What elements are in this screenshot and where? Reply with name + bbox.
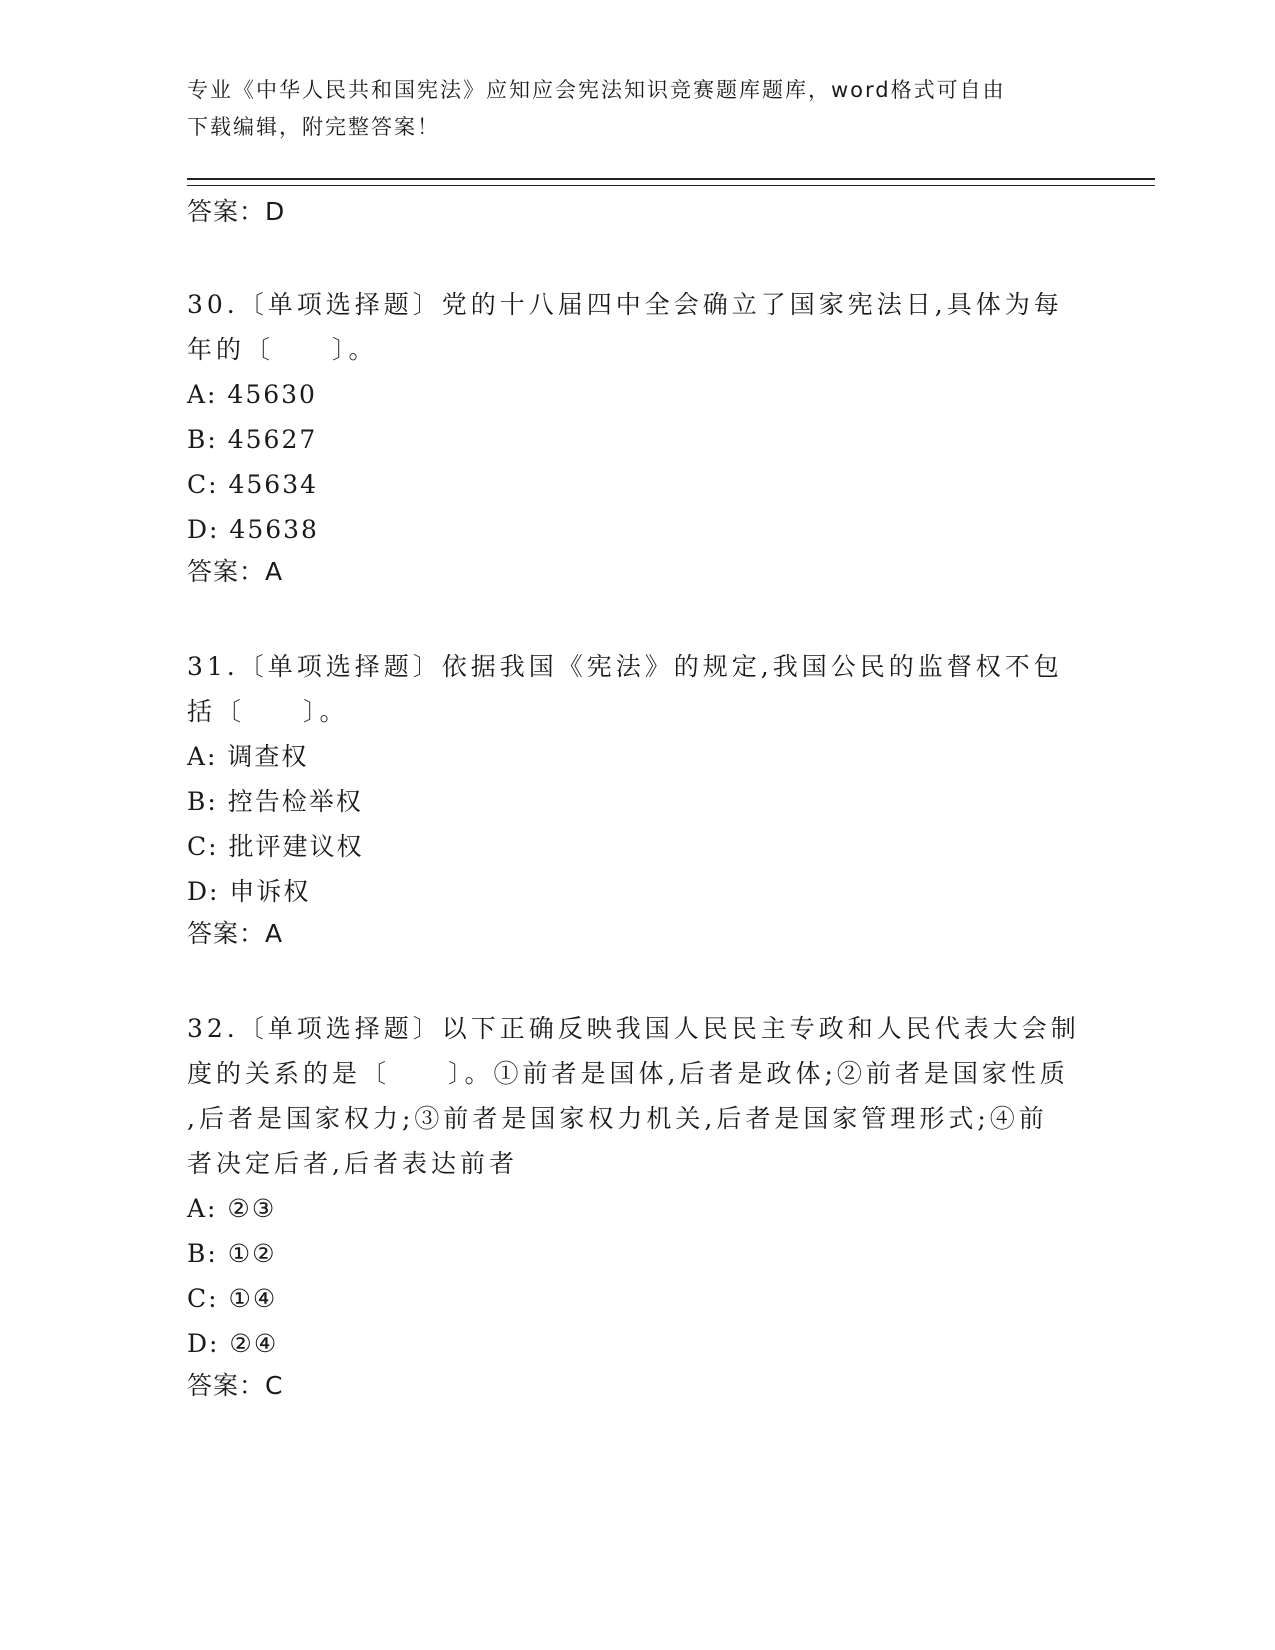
document-body xyxy=(187,192,1087,1406)
header-divider xyxy=(187,178,1155,186)
question-stem-line: 括〔 〕。 xyxy=(187,697,349,726)
question-stem-line: 者决定后者,后者表达前者 xyxy=(187,1149,518,1178)
option-a: A: 调查权 xyxy=(187,742,309,771)
header-line-2: 下载编辑，附完整答案！ xyxy=(187,115,440,139)
option-c: C: 批评建议权 xyxy=(187,832,364,861)
question-answer: 答案：C xyxy=(187,1371,284,1400)
option-d: D: ②④ xyxy=(187,1329,279,1358)
question-30 xyxy=(187,282,1087,592)
question-31 xyxy=(187,644,1087,954)
question-stem-line: 31.〔单项选择题〕依据我国《宪法》的规定,我国公民的监督权不包 xyxy=(187,652,1063,681)
previous-answer: 答案：D xyxy=(187,197,286,226)
option-b: B: 控告检举权 xyxy=(187,787,363,816)
option-d: D: 45638 xyxy=(187,515,319,544)
option-b: B: 45627 xyxy=(187,425,318,454)
option-d: D: 申诉权 xyxy=(187,877,311,906)
question-answer: 答案：A xyxy=(187,919,284,948)
question-stem-line: 年的〔 〕。 xyxy=(187,335,378,364)
option-c: C: 45634 xyxy=(187,470,319,499)
question-stem-line: ,后者是国家权力;③前者是国家权力机关,后者是国家管理形式;④前 xyxy=(187,1104,1048,1133)
question-32 xyxy=(187,1006,1087,1406)
question-stem-line: 32.〔单项选择题〕以下正确反映我国人民民主专政和人民代表大会制 xyxy=(187,1014,1080,1043)
option-c: C: ①④ xyxy=(187,1284,278,1313)
question-stem-line: 30.〔单项选择题〕党的十八届四中全会确立了国家宪法日,具体为每 xyxy=(187,290,1063,319)
question-stem-line: 度的关系的是〔 〕。①前者是国体,后者是政体;②前者是国家性质 xyxy=(187,1059,1069,1088)
header-line-1: 专业《中华人民共和国宪法》应知应会宪法知识竞赛题库题库，word格式可自由 xyxy=(187,78,1006,102)
option-a: A: ②③ xyxy=(187,1194,277,1223)
document-header xyxy=(187,72,1087,146)
question-answer: 答案：A xyxy=(187,557,284,586)
option-b: B: ①② xyxy=(187,1239,277,1268)
option-a: A: 45630 xyxy=(187,380,317,409)
